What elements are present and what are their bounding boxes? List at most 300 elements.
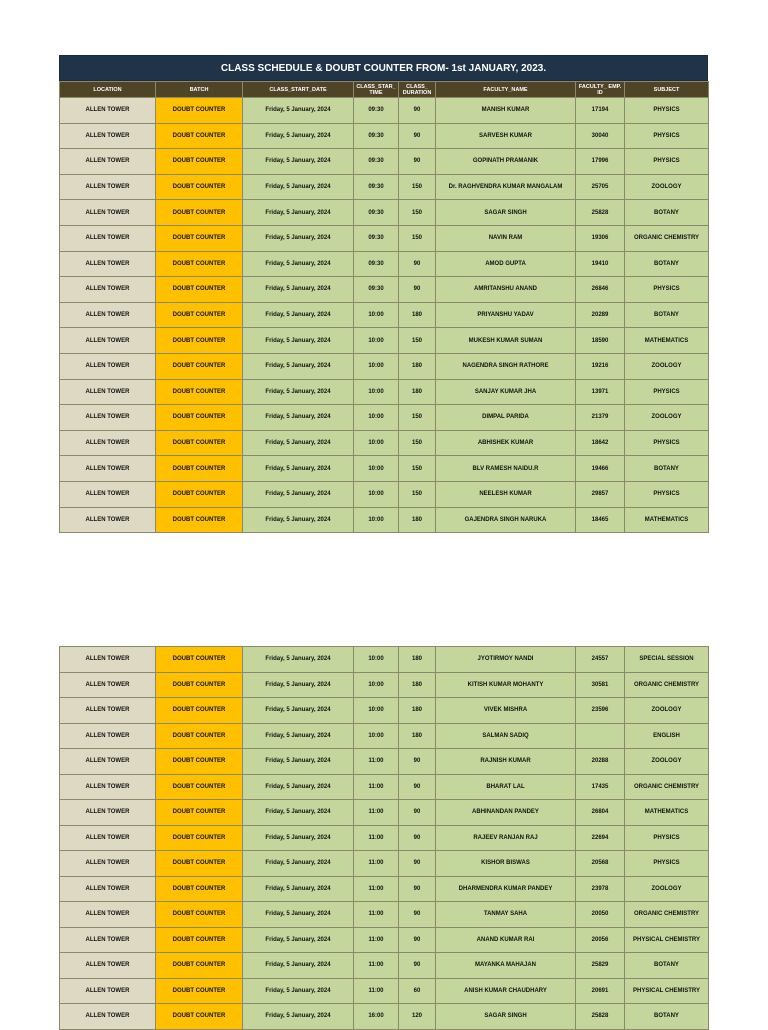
class-start-time-cell: 09:30: [354, 225, 399, 251]
class-duration-cell: 90: [399, 251, 436, 277]
location-cell: ALLEN TOWER: [60, 1004, 156, 1030]
class-start-date-cell: Friday, 5 January, 2024: [243, 481, 354, 507]
location-cell: ALLEN TOWER: [60, 902, 156, 928]
class-duration-cell: 90: [399, 800, 436, 826]
location-cell: ALLEN TOWER: [60, 851, 156, 877]
class-start-time-cell: 11:00: [354, 978, 399, 1004]
faculty-name-cell: DIMPAL PARIDA: [436, 405, 576, 431]
class-start-date-cell: Friday, 5 January, 2024: [243, 174, 354, 200]
batch-cell: DOUBT COUNTER: [156, 430, 243, 456]
faculty-emp-id-cell: 24557: [576, 647, 625, 673]
faculty-name-cell: MANISH KUMAR: [436, 98, 576, 124]
table-row: [60, 405, 709, 431]
subject-cell: ZOOLOGY: [625, 405, 709, 431]
location-cell: ALLEN TOWER: [60, 698, 156, 724]
faculty-name-cell: NEELESH KUMAR: [436, 481, 576, 507]
schedule-table-continued: [59, 646, 709, 1030]
table-row: [60, 98, 709, 124]
faculty-emp-id-cell: 25829: [576, 953, 625, 979]
class-start-date-cell: Friday, 5 January, 2024: [243, 251, 354, 277]
faculty-emp-id-cell: 18590: [576, 328, 625, 354]
batch-cell: DOUBT COUNTER: [156, 978, 243, 1004]
header-class-duration: CLASS_ DURATION: [399, 82, 436, 98]
faculty-emp-id-cell: 19410: [576, 251, 625, 277]
class-start-date-cell: Friday, 5 January, 2024: [243, 507, 354, 533]
class-start-date-cell: Friday, 5 January, 2024: [243, 430, 354, 456]
subject-cell: MATHEMATICS: [625, 507, 709, 533]
class-duration-cell: 150: [399, 430, 436, 456]
class-start-time-cell: 10:00: [354, 456, 399, 482]
faculty-name-cell: BLV RAMESH NAIDU.R: [436, 456, 576, 482]
batch-cell: DOUBT COUNTER: [156, 251, 243, 277]
class-duration-cell: 90: [399, 749, 436, 775]
faculty-emp-id-cell: 20288: [576, 749, 625, 775]
faculty-name-cell: KISHOR BISWAS: [436, 851, 576, 877]
faculty-emp-id-cell: 20568: [576, 851, 625, 877]
subject-cell: PHYSICAL CHEMISTRY: [625, 927, 709, 953]
class-duration-cell: 90: [399, 825, 436, 851]
faculty-emp-id-cell: 13971: [576, 379, 625, 405]
batch-cell: DOUBT COUNTER: [156, 825, 243, 851]
faculty-name-cell: ANAND KUMAR RAI: [436, 927, 576, 953]
schedule-table-block-2: [59, 646, 708, 1030]
table-row: [60, 251, 709, 277]
header-class-start-date: CLASS_START_DATE: [243, 82, 354, 98]
class-start-time-cell: 11:00: [354, 825, 399, 851]
faculty-emp-id-cell: 25828: [576, 1004, 625, 1030]
header-subject: SUBJECT: [625, 82, 709, 98]
class-start-time-cell: 10:00: [354, 405, 399, 431]
subject-cell: ORGANIC CHEMISTRY: [625, 902, 709, 928]
class-start-time-cell: 10:00: [354, 379, 399, 405]
batch-cell: DOUBT COUNTER: [156, 200, 243, 226]
location-cell: ALLEN TOWER: [60, 647, 156, 673]
class-start-time-cell: 10:00: [354, 328, 399, 354]
table-row: [60, 851, 709, 877]
batch-cell: DOUBT COUNTER: [156, 698, 243, 724]
location-cell: ALLEN TOWER: [60, 507, 156, 533]
subject-cell: PHYSICS: [625, 98, 709, 124]
class-start-time-cell: 09:30: [354, 277, 399, 303]
schedule-table-body-continued: [60, 647, 709, 1030]
faculty-name-cell: ABHINANDAN PANDEY: [436, 800, 576, 826]
subject-cell: PHYSICS: [625, 149, 709, 175]
location-cell: ALLEN TOWER: [60, 978, 156, 1004]
batch-cell: DOUBT COUNTER: [156, 149, 243, 175]
subject-cell: PHYSICAL CHEMISTRY: [625, 978, 709, 1004]
class-duration-cell: 180: [399, 507, 436, 533]
table-row: [60, 774, 709, 800]
table-row: [60, 953, 709, 979]
batch-cell: DOUBT COUNTER: [156, 328, 243, 354]
location-cell: ALLEN TOWER: [60, 723, 156, 749]
class-duration-cell: 150: [399, 456, 436, 482]
subject-cell: PHYSICS: [625, 123, 709, 149]
faculty-name-cell: SARVESH KUMAR: [436, 123, 576, 149]
faculty-emp-id-cell: 18465: [576, 507, 625, 533]
class-start-time-cell: 09:30: [354, 174, 399, 200]
class-start-date-cell: Friday, 5 January, 2024: [243, 149, 354, 175]
table-row: [60, 647, 709, 673]
class-start-date-cell: Friday, 5 January, 2024: [243, 277, 354, 303]
class-duration-cell: 180: [399, 379, 436, 405]
class-start-date-cell: Friday, 5 January, 2024: [243, 302, 354, 328]
faculty-name-cell: TANMAY SAHA: [436, 902, 576, 928]
class-duration-cell: 180: [399, 723, 436, 749]
header-faculty-emp-id: FACULTY_ EMP. ID: [576, 82, 625, 98]
subject-cell: ORGANIC CHEMISTRY: [625, 774, 709, 800]
faculty-name-cell: AMRITANSHU ANAND: [436, 277, 576, 303]
location-cell: ALLEN TOWER: [60, 200, 156, 226]
table-row: [60, 430, 709, 456]
class-start-date-cell: Friday, 5 January, 2024: [243, 353, 354, 379]
class-duration-cell: 180: [399, 672, 436, 698]
class-start-date-cell: Friday, 5 January, 2024: [243, 225, 354, 251]
faculty-emp-id-cell: 29857: [576, 481, 625, 507]
batch-cell: DOUBT COUNTER: [156, 302, 243, 328]
batch-cell: DOUBT COUNTER: [156, 800, 243, 826]
schedule-table: [59, 81, 709, 533]
table-row: [60, 225, 709, 251]
batch-cell: DOUBT COUNTER: [156, 405, 243, 431]
table-row: [60, 174, 709, 200]
subject-cell: PHYSICS: [625, 851, 709, 877]
location-cell: ALLEN TOWER: [60, 149, 156, 175]
class-start-time-cell: 10:00: [354, 481, 399, 507]
table-row: [60, 379, 709, 405]
class-duration-cell: 120: [399, 1004, 436, 1030]
faculty-emp-id-cell: 17996: [576, 149, 625, 175]
table-row: [60, 507, 709, 533]
subject-cell: BOTANY: [625, 456, 709, 482]
batch-cell: DOUBT COUNTER: [156, 953, 243, 979]
location-cell: ALLEN TOWER: [60, 749, 156, 775]
class-start-date-cell: Friday, 5 January, 2024: [243, 98, 354, 124]
header-class-start-time: CLASS_STAR_ TIME: [354, 82, 399, 98]
faculty-name-cell: BHARAT LAL: [436, 774, 576, 800]
class-start-date-cell: Friday, 5 January, 2024: [243, 456, 354, 482]
class-start-time-cell: 10:00: [354, 672, 399, 698]
table-row: [60, 1004, 709, 1030]
header-row: [60, 82, 709, 98]
class-duration-cell: 90: [399, 902, 436, 928]
class-start-date-cell: Friday, 5 January, 2024: [243, 379, 354, 405]
subject-cell: PHYSICS: [625, 481, 709, 507]
batch-cell: DOUBT COUNTER: [156, 851, 243, 877]
table-row: [60, 825, 709, 851]
batch-cell: DOUBT COUNTER: [156, 647, 243, 673]
faculty-emp-id-cell: 21379: [576, 405, 625, 431]
batch-cell: DOUBT COUNTER: [156, 723, 243, 749]
subject-cell: ENGLISH: [625, 723, 709, 749]
table-row: [60, 149, 709, 175]
location-cell: ALLEN TOWER: [60, 123, 156, 149]
subject-cell: BOTANY: [625, 1004, 709, 1030]
class-start-time-cell: 11:00: [354, 774, 399, 800]
location-cell: ALLEN TOWER: [60, 277, 156, 303]
class-duration-cell: 90: [399, 953, 436, 979]
faculty-emp-id-cell: 25705: [576, 174, 625, 200]
faculty-emp-id-cell: 26846: [576, 277, 625, 303]
class-start-time-cell: 11:00: [354, 927, 399, 953]
class-start-date-cell: Friday, 5 January, 2024: [243, 902, 354, 928]
faculty-name-cell: Dr. RAGHVENDRA KUMAR MANGALAM: [436, 174, 576, 200]
subject-cell: MATHEMATICS: [625, 800, 709, 826]
subject-cell: ZOOLOGY: [625, 353, 709, 379]
subject-cell: MATHEMATICS: [625, 328, 709, 354]
subject-cell: ORGANIC CHEMISTRY: [625, 225, 709, 251]
batch-cell: DOUBT COUNTER: [156, 481, 243, 507]
location-cell: ALLEN TOWER: [60, 927, 156, 953]
class-duration-cell: 150: [399, 481, 436, 507]
location-cell: ALLEN TOWER: [60, 174, 156, 200]
table-row: [60, 876, 709, 902]
location-cell: ALLEN TOWER: [60, 456, 156, 482]
table-row: [60, 723, 709, 749]
location-cell: ALLEN TOWER: [60, 774, 156, 800]
table-row: [60, 277, 709, 303]
location-cell: ALLEN TOWER: [60, 405, 156, 431]
faculty-emp-id-cell: 20050: [576, 902, 625, 928]
faculty-emp-id-cell: 19306: [576, 225, 625, 251]
class-start-date-cell: Friday, 5 January, 2024: [243, 851, 354, 877]
class-start-date-cell: Friday, 5 January, 2024: [243, 876, 354, 902]
faculty-name-cell: RAJEEV RANJAN RAJ: [436, 825, 576, 851]
class-start-time-cell: 11:00: [354, 953, 399, 979]
class-start-date-cell: Friday, 5 January, 2024: [243, 953, 354, 979]
class-duration-cell: 90: [399, 851, 436, 877]
class-start-date-cell: Friday, 5 January, 2024: [243, 825, 354, 851]
class-start-date-cell: Friday, 5 January, 2024: [243, 328, 354, 354]
table-row: [60, 978, 709, 1004]
class-start-date-cell: Friday, 5 January, 2024: [243, 800, 354, 826]
faculty-emp-id-cell: 19216: [576, 353, 625, 379]
faculty-emp-id-cell: 19466: [576, 456, 625, 482]
class-start-time-cell: 10:00: [354, 302, 399, 328]
faculty-emp-id-cell: 20056: [576, 927, 625, 953]
table-row: [60, 481, 709, 507]
page-title: CLASS SCHEDULE & DOUBT COUNTER FROM- 1st JANUARY, 2023.: [59, 55, 708, 81]
table-row: [60, 328, 709, 354]
class-duration-cell: 150: [399, 328, 436, 354]
subject-cell: BOTANY: [625, 200, 709, 226]
table-row: [60, 800, 709, 826]
faculty-name-cell: KITISH KUMAR MOHANTY: [436, 672, 576, 698]
class-start-date-cell: Friday, 5 January, 2024: [243, 698, 354, 724]
batch-cell: DOUBT COUNTER: [156, 927, 243, 953]
class-start-date-cell: Friday, 5 January, 2024: [243, 647, 354, 673]
faculty-name-cell: NAGENDRA SINGH RATHORE: [436, 353, 576, 379]
class-duration-cell: 90: [399, 927, 436, 953]
class-duration-cell: 180: [399, 698, 436, 724]
class-duration-cell: 90: [399, 774, 436, 800]
subject-cell: PHYSICS: [625, 825, 709, 851]
location-cell: ALLEN TOWER: [60, 328, 156, 354]
location-cell: ALLEN TOWER: [60, 800, 156, 826]
class-start-time-cell: 09:30: [354, 123, 399, 149]
class-start-time-cell: 10:00: [354, 723, 399, 749]
table-row: [60, 927, 709, 953]
faculty-name-cell: NAVIN RAM: [436, 225, 576, 251]
faculty-emp-id-cell: 23596: [576, 698, 625, 724]
class-start-date-cell: Friday, 5 January, 2024: [243, 978, 354, 1004]
class-start-time-cell: 10:00: [354, 698, 399, 724]
batch-cell: DOUBT COUNTER: [156, 98, 243, 124]
batch-cell: DOUBT COUNTER: [156, 749, 243, 775]
table-row: [60, 698, 709, 724]
table-row: [60, 902, 709, 928]
class-start-time-cell: 11:00: [354, 749, 399, 775]
subject-cell: BOTANY: [625, 251, 709, 277]
location-cell: ALLEN TOWER: [60, 430, 156, 456]
faculty-name-cell: SALMAN SADIQ: [436, 723, 576, 749]
schedule-table-block-1: [59, 55, 708, 533]
location-cell: ALLEN TOWER: [60, 251, 156, 277]
class-duration-cell: 180: [399, 302, 436, 328]
faculty-name-cell: SAGAR SINGH: [436, 1004, 576, 1030]
location-cell: ALLEN TOWER: [60, 98, 156, 124]
batch-cell: DOUBT COUNTER: [156, 174, 243, 200]
class-start-time-cell: 10:00: [354, 507, 399, 533]
batch-cell: DOUBT COUNTER: [156, 225, 243, 251]
subject-cell: SPECIAL SESSION: [625, 647, 709, 673]
faculty-name-cell: MAYANKA MAHAJAN: [436, 953, 576, 979]
class-start-time-cell: 10:00: [354, 353, 399, 379]
subject-cell: BOTANY: [625, 953, 709, 979]
batch-cell: DOUBT COUNTER: [156, 123, 243, 149]
class-start-time-cell: 11:00: [354, 876, 399, 902]
batch-cell: DOUBT COUNTER: [156, 1004, 243, 1030]
batch-cell: DOUBT COUNTER: [156, 507, 243, 533]
header-faculty-name: FACULTY_NAME: [436, 82, 576, 98]
faculty-name-cell: AMOD GUPTA: [436, 251, 576, 277]
batch-cell: DOUBT COUNTER: [156, 774, 243, 800]
table-row: [60, 672, 709, 698]
location-cell: ALLEN TOWER: [60, 353, 156, 379]
class-start-time-cell: 11:00: [354, 800, 399, 826]
class-duration-cell: 90: [399, 876, 436, 902]
batch-cell: DOUBT COUNTER: [156, 277, 243, 303]
table-row: [60, 200, 709, 226]
subject-cell: ZOOLOGY: [625, 876, 709, 902]
faculty-name-cell: SANJAY KUMAR JHA: [436, 379, 576, 405]
batch-cell: DOUBT COUNTER: [156, 672, 243, 698]
faculty-emp-id-cell: 20691: [576, 978, 625, 1004]
location-cell: ALLEN TOWER: [60, 302, 156, 328]
subject-cell: ZOOLOGY: [625, 698, 709, 724]
batch-cell: DOUBT COUNTER: [156, 902, 243, 928]
class-start-date-cell: Friday, 5 January, 2024: [243, 1004, 354, 1030]
faculty-emp-id-cell: 30581: [576, 672, 625, 698]
class-start-time-cell: 09:30: [354, 251, 399, 277]
location-cell: ALLEN TOWER: [60, 672, 156, 698]
class-duration-cell: 150: [399, 174, 436, 200]
faculty-name-cell: GAJENDRA SINGH NARUKA: [436, 507, 576, 533]
class-duration-cell: 90: [399, 123, 436, 149]
batch-cell: DOUBT COUNTER: [156, 379, 243, 405]
class-start-time-cell: 11:00: [354, 851, 399, 877]
batch-cell: DOUBT COUNTER: [156, 456, 243, 482]
class-start-date-cell: Friday, 5 January, 2024: [243, 200, 354, 226]
class-duration-cell: 90: [399, 277, 436, 303]
class-duration-cell: 90: [399, 149, 436, 175]
subject-cell: ZOOLOGY: [625, 174, 709, 200]
faculty-emp-id-cell: 20289: [576, 302, 625, 328]
location-cell: ALLEN TOWER: [60, 481, 156, 507]
class-start-time-cell: 10:00: [354, 647, 399, 673]
location-cell: ALLEN TOWER: [60, 953, 156, 979]
class-duration-cell: 150: [399, 200, 436, 226]
table-row: [60, 456, 709, 482]
faculty-name-cell: PRIYANSHU YADAV: [436, 302, 576, 328]
class-start-date-cell: Friday, 5 January, 2024: [243, 672, 354, 698]
faculty-emp-id-cell: 17435: [576, 774, 625, 800]
faculty-emp-id-cell: 26804: [576, 800, 625, 826]
class-start-date-cell: Friday, 5 January, 2024: [243, 927, 354, 953]
class-duration-cell: 180: [399, 647, 436, 673]
location-cell: ALLEN TOWER: [60, 379, 156, 405]
header-batch: BATCH: [156, 82, 243, 98]
class-start-time-cell: 16:00: [354, 1004, 399, 1030]
subject-cell: ORGANIC CHEMISTRY: [625, 672, 709, 698]
subject-cell: PHYSICS: [625, 379, 709, 405]
location-cell: ALLEN TOWER: [60, 225, 156, 251]
faculty-name-cell: RAJNISH KUMAR: [436, 749, 576, 775]
subject-cell: BOTANY: [625, 302, 709, 328]
class-start-date-cell: Friday, 5 January, 2024: [243, 723, 354, 749]
faculty-emp-id-cell: 17194: [576, 98, 625, 124]
location-cell: ALLEN TOWER: [60, 876, 156, 902]
class-start-time-cell: 10:00: [354, 430, 399, 456]
faculty-name-cell: ANISH KUMAR CHAUDHARY: [436, 978, 576, 1004]
faculty-emp-id-cell: 22694: [576, 825, 625, 851]
class-duration-cell: 150: [399, 225, 436, 251]
subject-cell: PHYSICS: [625, 430, 709, 456]
faculty-name-cell: JYOTIRMOY NANDI: [436, 647, 576, 673]
faculty-name-cell: ABHISHEK KUMAR: [436, 430, 576, 456]
class-duration-cell: 150: [399, 405, 436, 431]
subject-cell: ZOOLOGY: [625, 749, 709, 775]
faculty-name-cell: MUKESH KUMAR SUMAN: [436, 328, 576, 354]
table-row: [60, 749, 709, 775]
schedule-table-body: [60, 98, 709, 533]
faculty-name-cell: SAGAR SINGH: [436, 200, 576, 226]
class-start-time-cell: 09:30: [354, 149, 399, 175]
location-cell: ALLEN TOWER: [60, 825, 156, 851]
table-row: [60, 353, 709, 379]
table-row: [60, 302, 709, 328]
faculty-emp-id-cell: 25828: [576, 200, 625, 226]
faculty-emp-id-cell: 23978: [576, 876, 625, 902]
faculty-name-cell: VIVEK MISHRA: [436, 698, 576, 724]
header-location: LOCATION: [60, 82, 156, 98]
class-start-date-cell: Friday, 5 January, 2024: [243, 405, 354, 431]
subject-cell: PHYSICS: [625, 277, 709, 303]
class-start-date-cell: Friday, 5 January, 2024: [243, 749, 354, 775]
class-start-time-cell: 09:30: [354, 200, 399, 226]
batch-cell: DOUBT COUNTER: [156, 353, 243, 379]
class-start-time-cell: 09:30: [354, 98, 399, 124]
class-duration-cell: 180: [399, 353, 436, 379]
class-start-time-cell: 11:00: [354, 902, 399, 928]
faculty-name-cell: GOPINATH PRAMANIK: [436, 149, 576, 175]
class-duration-cell: 90: [399, 98, 436, 124]
batch-cell: DOUBT COUNTER: [156, 876, 243, 902]
table-row: [60, 123, 709, 149]
faculty-name-cell: DHARMENDRA KUMAR PANDEY: [436, 876, 576, 902]
class-start-date-cell: Friday, 5 January, 2024: [243, 123, 354, 149]
class-start-date-cell: Friday, 5 January, 2024: [243, 774, 354, 800]
